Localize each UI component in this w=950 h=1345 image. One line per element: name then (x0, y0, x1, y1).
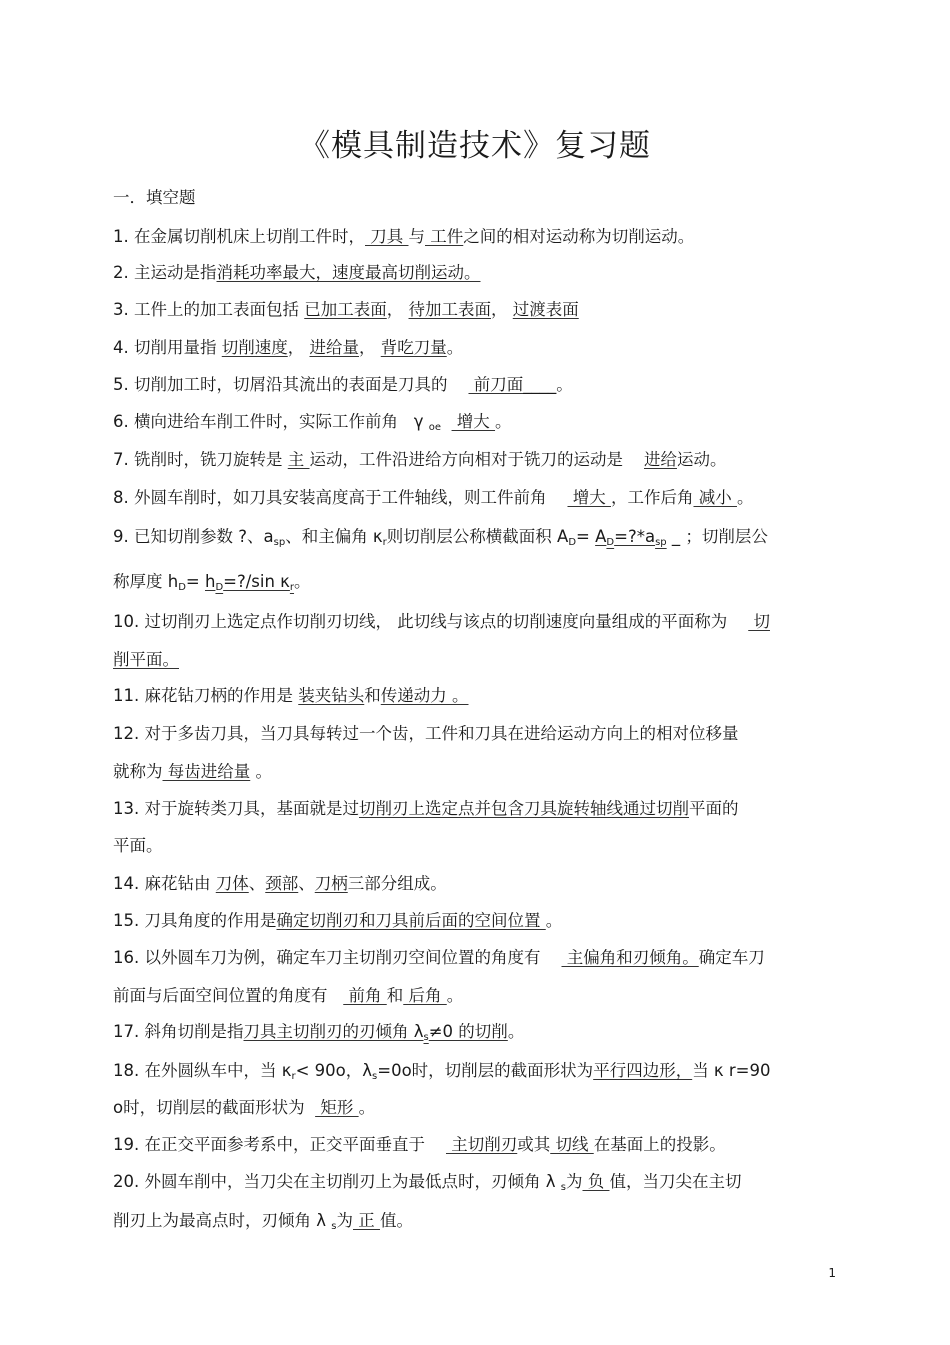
question-19: 19. 在正交平面参考系中，正交平面垂直于 主切削刃或其 切线 在基面上的投影。 (113, 1135, 726, 1154)
question-number: 5. (113, 375, 129, 394)
section-heading: 一．填空题 (113, 188, 196, 207)
question-20: 20. 外圆车削中，当刀尖在主切削刃上为最低点时，刃倾角 λ $_s$为 负 值，当刀尖在主切 (113, 1172, 742, 1193)
question-number: 16. (113, 948, 140, 967)
question-number: 1. (113, 227, 129, 246)
question-number: 15. (113, 911, 140, 930)
question-4: 4. 切削用量指 切削速度， 进给量， 背吃刀量。 (113, 338, 464, 357)
question-13: 13. 对于旋转类刀具，基面就是过切削刃上选定点并包含刀具旋转轴线通过切削平面的 (113, 799, 739, 818)
question-8: 8. 外圆车削时，如刀具安装高度高于工件轴线，则工件前角 增大 ，工作后角 减小 。 (113, 488, 754, 507)
question-number: 11. (113, 686, 140, 705)
question-7: 7. 铣削时，铣刀旋转是 主 运动，工件沿进给方向相对于铣刀的运动是 进给运动。 (113, 450, 727, 469)
question-number: 17. (113, 1022, 140, 1041)
question-1: 1. 在金属切削机床上切削工件时， 刀具 与 工件之间的相对运动称为切削运动。 (113, 227, 695, 246)
question-14: 14. 麻花钻由 刀体、颈部、刀柄三部分组成。 (113, 874, 447, 893)
question-17: 17. 斜角切削是指刀具主切削刃的刃倾角 $\lambda_s\ne 0$ 的切削。 (113, 1022, 525, 1043)
question-16-continued: 前面与后面空间位置的角度有 前角 和 后角 。 (113, 986, 464, 1005)
question-9: 9. 已知切削参数 ?、$a_{sp}$、和主偏角 $\kappa_r$则切削层公称横截面积 $A_D=$ $A_D=?*a_{sp}$ _ ；切削层公 (113, 527, 768, 548)
question-5: 5. 切削加工时，切屑沿其流出的表面是刀具的 前刀面____。 (113, 375, 573, 394)
question-number: 12. (113, 724, 140, 743)
document-title: 《模具制造技术》复习题 (299, 128, 651, 164)
question-6: 6. 横向进给车削工件时，实际工作前角 γ $_{oe}$ 增大 。 (113, 412, 512, 433)
question-number: 3. (113, 300, 129, 319)
question-number: 10. (113, 612, 140, 631)
question-number: 20. (113, 1172, 140, 1191)
question-number: 8. (113, 488, 129, 507)
question-10: 10. 过切削刃上选定点作切削刃切线， 此切线与该点的切削速度向量组成的平面称为 切 (113, 612, 770, 631)
question-15: 15. 刀具角度的作用是确定切削刃和刀具前后面的空间位置 。 (113, 911, 563, 930)
question-10-continued: 削平面。 (113, 650, 179, 669)
question-16: 16. 以外圆车刀为例，确定车刀主切削刃空间位置的角度有 主偏角和刃倾角。确定车刀 (113, 948, 765, 967)
question-12: 12. 对于多齿刀具，当刀具每转过一个齿，工件和刀具在进给运动方向上的相对位移量 (113, 724, 739, 743)
question-number: 7. (113, 450, 129, 469)
question-11: 11. 麻花钻刀柄的作用是 装夹钻头和传递动力 。 (113, 686, 469, 705)
question-18-continued: o时，切削层的截面形状为 矩形 。 (113, 1098, 376, 1117)
question-number: 4. (113, 338, 129, 357)
question-13-continued: 平面。 (113, 836, 163, 855)
question-20-continued: 削刃上为最高点时，刃倾角 λ $_s$为 正 值。 (113, 1211, 413, 1232)
page-number: 1 (828, 1266, 836, 1280)
question-number: 9. (113, 527, 129, 546)
question-2: 2. 主运动是指消耗功率最大，速度最高切削运动。 (113, 263, 481, 282)
question-number: 18. (113, 1061, 140, 1080)
question-number: 19. (113, 1135, 140, 1154)
question-number: 13. (113, 799, 140, 818)
question-3: 3. 工件上的加工表面包括 已加工表面， 待加工表面， 过渡表面 (113, 300, 579, 319)
question-number: 2. (113, 263, 129, 282)
question-12-continued: 就称为 每齿进给量 。 (113, 762, 272, 781)
question-9-continued: 称厚度 $h_D=$ $h_D=?/\sin$ $\kappa_r$。 (113, 572, 311, 593)
question-18: 18. 在外圆纵车中，当 $\kappa_r< 90o$，$\lambda_s=0o$时，切削层的截面形状为平行四边形，当 κ r=90 (113, 1061, 771, 1082)
question-number: 14. (113, 874, 140, 893)
question-number: 6. (113, 412, 129, 431)
